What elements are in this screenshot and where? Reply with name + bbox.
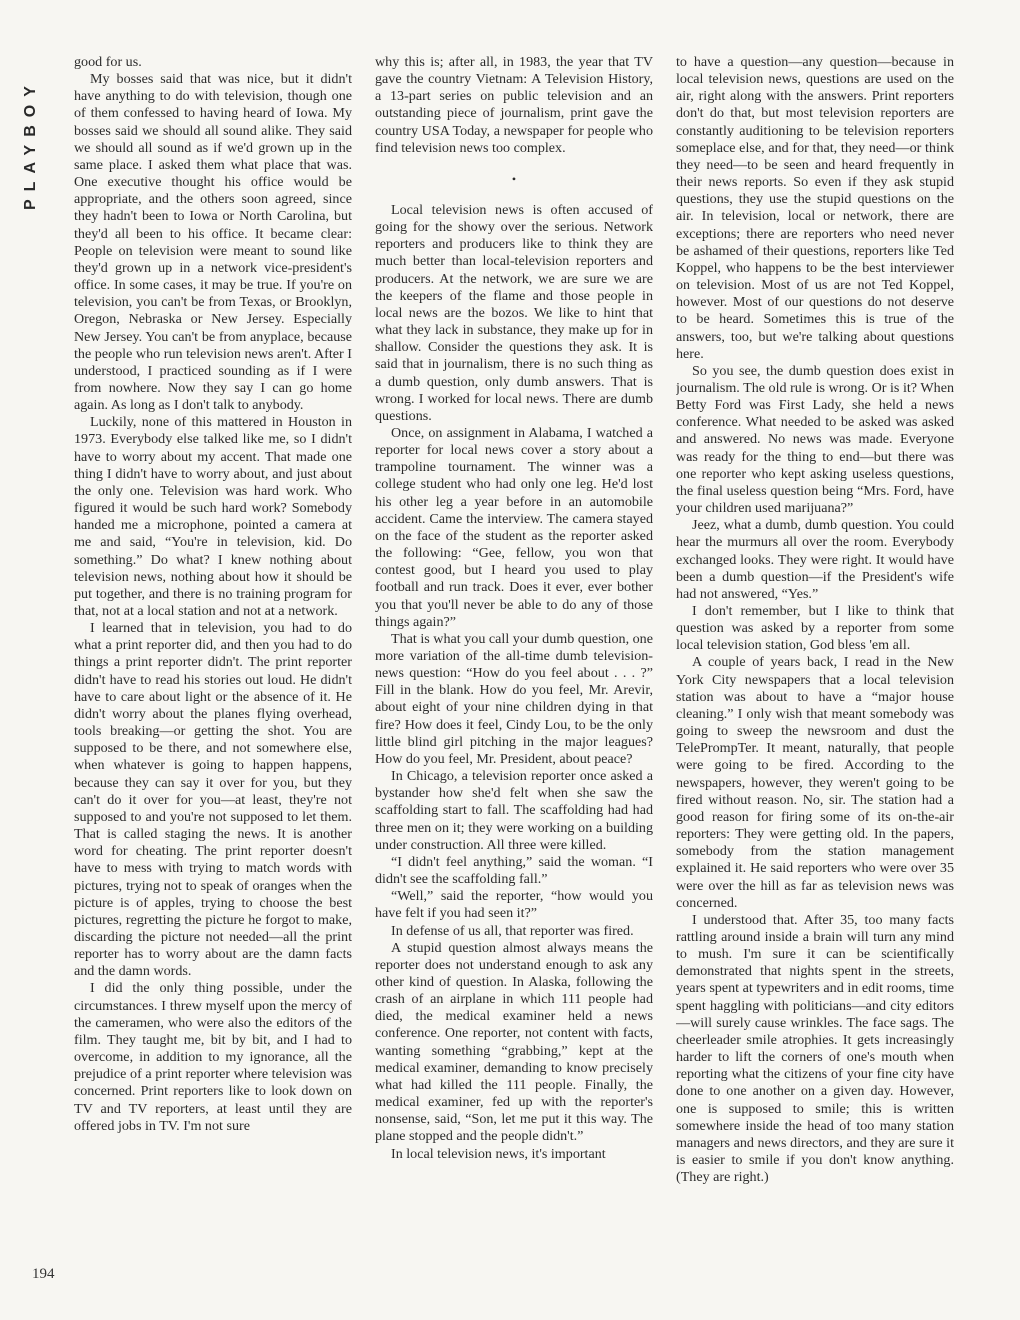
paragraph: A stupid question almost always means the reporter does not understand enough to ask any other kind of question. In Alaska, following the crash of an airplane in which 111 people had died, the medical examiner held a news conference. One reporter, not content with facts, wanting something “grabbing,” kept at the medical examiner, demanding to know precisely what had killed the 111 people. Finally, the medical examiner, fed up with the reporter's nonsense, said, “Son, let me put it this way. The plane stopped and the people didn't.” [375, 939, 653, 1145]
paragraph: I don't remember, but I like to think that question was asked by a reporter from some local television station, God bless 'em all. [676, 603, 954, 654]
paragraph: Luckily, none of this mattered in Houston in 1973. Everybody else talked like me, so I didn't have to worry about my accent. That made one thing I didn't have to worry about, and just about the only one. Television was hard work. Who figured it would be such hard work? Somebody handed me a microphone, pointed a camera at me and said, “You're in television, kid. Do something.” Do what? I knew nothing about television news, nothing about how it should be put together, and there is no training program for that, not at a local station and not at a network. [74, 414, 352, 619]
paragraph: In local television news, it's important [391, 1145, 606, 1162]
column-2 [375, 54, 653, 1294]
paragraph: In Chicago, a television reporter once asked a bystander how she'd felt when she saw the scaffolding start to fall. The scaffolding had had three men on it; they were working on a building under construction. All three were killed. [375, 768, 653, 853]
paragraph: My bosses said that was nice, but it didn't have anything to do with television, though one of them confessed to having heard of Iowa. My bosses said we should all sound alike. They said we should all sound as if we'd grown up in the same place. I asked them what place that was. One executive thought his office would be appropriate, and the others soon agreed, since they hadn't been to Iowa or North Carolina, but they'd all been to his office. It became clear: People on television were meant to sound like they'd grown up in a network vice-president's office. In some cases, it may be true. If you're on television, you can't be from Texas, or Brooklyn, Oregon, Nebraska or New Jersey. Especially New Jersey. You can't be from anyplace, because the people who run television news aren't. After I understood, I practiced sounding as if I were from nowhere. Now they say I can go home again. As long as I don't talk to anybody. [74, 71, 352, 414]
section-break-bullet: • [511, 171, 517, 186]
paragraph: “I didn't feel anything,” said the woman. “I didn't see the scaffolding fall.” [375, 853, 653, 888]
paragraph: Local television news is often accused of going for the showy over the serious. Network reporters and producers like to think they are much better than local-television reporters and producers. At the network, we are sure we are the keepers of the flame and those people in local news are the bozos. We like to hint that what they lack in substance, they make up for in shallow. Consider the questions they ask. It is said that in journalism, there is no such thing as a dumb question, only dumb answers. That is wrong. I worked for local news. There are dumb questions. [375, 201, 653, 424]
paragraph: Once, on assignment in Alabama, I watched a reporter for local news cover a story about a trampoline tournament. The winner was a college student who had only one leg. He'd lost his other leg a year before in an automobile accident. Came the interview. The camera stayed on the face of the student as the reporter asked the following: “Gee, fellow, you won that contest good, but I heard you used to play football and run track. Does it ever, ever bother you that you'll never be able to do any of those things again?” [375, 424, 653, 630]
paragraph: why this is; after all, in 1983, the year that TV gave the country Vietnam: A Television History, a 13-part series on public television and an outstanding piece of journalism, print gave the country USA Today, a newspaper for people who find television news too complex. [375, 54, 653, 156]
paragraph: In defense of us all, that reporter was fired. [391, 922, 634, 939]
paragraph: A couple of years back, I read in the New York City newspapers that a local television station was about to have a “major house cleaning.” I only wish that meant somebody was going to sweep the newsroom and dust the TelePrompTer. It meant, naturally, that people were going to be fired. According to the newspapers, however, they weren't going to be fired without reason. No, sir. The station had a good reason for firing some of its on-the-air reporters: They were getting old. In the papers, somebody from the station management explained it. He said reporters who were over 35 were over the hill as far as television news was concerned. [676, 654, 954, 911]
paragraph: I learned that in television, you had to do what a print reporter did, and then you had to do things a print reporter didn't. The print reporter didn't have to read his stories out loud. He didn't have to care about light or the absence of it. He didn't worry about the planes flying overhead, tools breaking—or getting the shot. You are supposed to be there, and not somewhere else, when whatever is going to happen happens, because they can say it over for you, but they can't do it over for you—at least, they're not supposed to and you're not supposed to let them. That is called staging the news. It is another word for cheating. The print reporter doesn't have to mess with trying to match words with pictures, trying not to speak of oranges when the picture is of apples, trying to choose the best pictures, regretting the picture he forgot to make, discarding the picture not needed—all the print reporter has to worry about are the damn facts and the damn words. [74, 620, 352, 980]
paragraph: That is what you call your dumb question, one more variation of the all-time dumb television-news question: “How do you feel about . . . ?” Fill in the blank. How do you feel, Mr. Arevir, about eight of your nine children dying in that fire? How does it feel, Cindy Lou, to be the only little blind girl pitching in the major leagues? How do you feel, Mr. President, about peace? [375, 630, 653, 767]
paragraph: I understood that. After 35, too many facts rattling around inside a brain will turn any mind to mush. I'm sure it can be scientifically demonstrated that nights spent in the streets, years spent at typewriters and in edit rooms, time spent haggling with politicians—and city editors—will surely cause wrinkles. The face sags. The cheerleader smile atrophies. It gets increasingly harder to lift the corners of one's mouth when reporting what the citizens of your fine city have done to one another on a given day. However, one is supposed to smile; this is written somewhere inside the head of too many station managers and news directors, and they are sure it is easier to smile if you don't know anything. (They are right.) [676, 911, 954, 1186]
masthead-text: PLAYBOY [22, 78, 39, 210]
paragraph: I did the only thing possible, under the circumstances. I threw myself upon the mercy of the cameramen, who were also the editors of the film. They taught me, bit by bit, and I had to overcome, in addition to my ignorance, all the prejudice of a print reporter where television was concerned. Print reporters like to look down on TV and TV reporters, at least until they are offered jobs in TV. I'm not sure [74, 980, 352, 1134]
paragraph: “Well,” said the reporter, “how would you have felt if you had seen it?” [375, 888, 653, 922]
paragraph: good for us. [74, 54, 142, 70]
paragraph: Jeez, what a dumb, dumb question. You could hear the murmurs all over the room. Everybody exchanged looks. They were right. It would have been a dumb question—if the President's wife had not answered, “Yes.” [676, 517, 954, 602]
page-number: 194 [32, 1266, 55, 1282]
article-columns [74, 54, 954, 1294]
column-1 [74, 54, 352, 1294]
paragraph: So you see, the dumb question does exist in journalism. The old rule is wrong. Or is it? When Betty Ford was First Lady, she held a news conference. What needed to be asked was asked and answered. No news was made. Everyone was ready for the thing to end—but there was one reporter who kept asking useless questions, the final useless question being “Mrs. Ford, have your children used marijuana?” [676, 362, 954, 517]
column-3 [676, 54, 954, 1294]
magazine-masthead [14, 60, 50, 210]
paragraph: to have a question—any question—because in local television news, questions are used on the air, right along with the answers. Print reporters don't do that, but most television reporters are constantly auditioning to be television reporters someplace else, and for that, they need—or think they need—to be seen and heard frequently in their news reports. So even if they ask stupid questions, they use the stupid questions on the air. In television, local or network, there are exceptions; there are reporters who need never be ashamed of their questions, reporters like Ted Koppel, who happens to be the best interviewer on television. Most of us are not Ted Koppel, however. Most of our questions do not deserve to be heard. Sometimes this is true of the answers, too, but we're talking about questions here. [676, 54, 954, 362]
